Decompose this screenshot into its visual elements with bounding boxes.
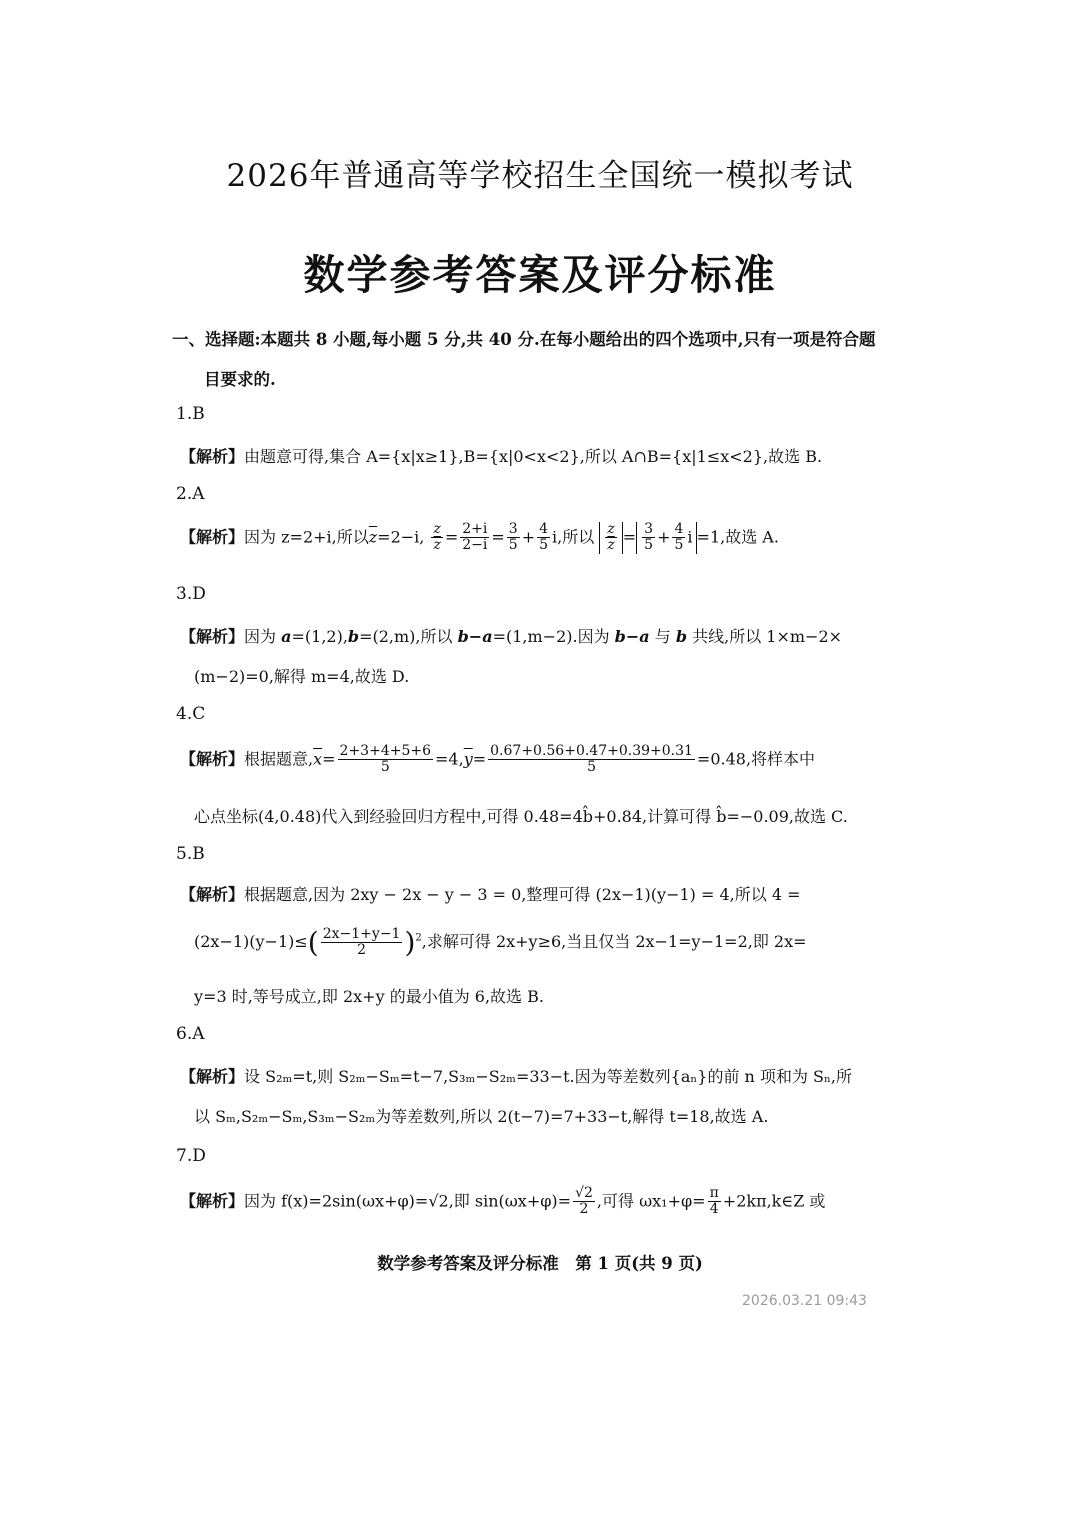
- explanation-3-text: =(1,m−2).因为: [492, 627, 615, 646]
- answer-1: 1.B: [176, 404, 205, 424]
- exam-title: 2026年普通高等学校招生全国统一模拟考试: [226, 158, 854, 194]
- explanation-1-text: 由题意可得,集合 A={x|x≥1},B={x|0<x<2},所以 A∩B={x|1≤x<2},故选 B.: [244, 447, 823, 466]
- explanation-5-line-3: y=3 时,等号成立,即 2x+y 的最小值为 6,故选 B.: [194, 987, 544, 1006]
- explanation-2-text: =1,故选 A.: [696, 527, 779, 547]
- right-paren: ): [404, 926, 416, 959]
- explanation-tag: 【解析】: [180, 1191, 245, 1211]
- vector-b-minus-a: b−a: [457, 627, 493, 646]
- explanation-7-text: 因为 f(x)=2sin(ωx+φ)=√2,即 sin(ωx+φ)=: [244, 1191, 572, 1211]
- explanation-3-line-2: (m−2)=0,解得 m=4,故选 D.: [194, 667, 410, 686]
- numerator: 4: [674, 521, 684, 537]
- y-mean: $\overline{y}$: [463, 749, 473, 769]
- answer-4: 4.C: [176, 704, 206, 724]
- numerator: π: [709, 1185, 719, 1201]
- denominator: 5: [644, 537, 654, 554]
- explanation-3-text: =(2,m),所以: [359, 627, 458, 646]
- explanation-2-text: i,所以: [552, 527, 595, 547]
- denominator: 2: [579, 1201, 589, 1218]
- numerator: 0.67+0.56+0.47+0.39+0.31: [490, 743, 693, 759]
- answer-2: 2.A: [176, 484, 205, 504]
- explanation-5-text: (2x−1)(y−1)≤: [194, 932, 308, 951]
- explanation-6-line-1: [180, 1064, 852, 1087]
- numerator: z: [607, 521, 615, 537]
- explanation-tag: 【解析】: [180, 885, 245, 904]
- numerator: √2: [575, 1185, 593, 1201]
- explanation-3-text: 共线,所以 1×m−2×: [687, 627, 843, 646]
- numerator: 2+i: [462, 521, 488, 537]
- explanation-4-text: =0.48,将样本中: [696, 749, 816, 769]
- equals: =: [472, 749, 487, 769]
- denominator: 2: [357, 942, 367, 958]
- explanation-2: [180, 522, 779, 554]
- equals: =: [444, 527, 459, 547]
- numerator: 3: [508, 521, 518, 537]
- vector-b-minus-a: b−a: [614, 627, 650, 646]
- denominator: 5: [587, 759, 596, 776]
- left-paren: (: [307, 926, 319, 959]
- section-heading-line-2: 目要求的.: [204, 370, 276, 389]
- explanation-7-line-1: [180, 1186, 825, 1218]
- vector-b: b: [347, 627, 360, 646]
- timestamp-watermark: 2026.03.21 09:43: [742, 1293, 867, 1309]
- explanation-tag: 【解析】: [180, 527, 245, 547]
- explanation-2-text: =2−i,: [377, 527, 425, 547]
- explanation-4-text: 根据题意,: [244, 749, 314, 769]
- explanation-3-text: 与: [649, 627, 676, 646]
- fraction: [605, 522, 616, 554]
- answer-3: 3.D: [176, 584, 206, 604]
- exponent: 2: [415, 932, 422, 944]
- fraction: [431, 522, 442, 554]
- explanation-2-text: 因为 z=2+i,所以: [244, 527, 369, 547]
- fraction: [321, 927, 403, 959]
- denominator: 5: [380, 759, 390, 776]
- explanation-4-line-2: 心点坐标(4,0.48)代入到经验回归方程中,可得 0.48=4b̂+0.84,计算可得 b̂=−0.09,故选 C.: [194, 807, 848, 826]
- answer-7: 7.D: [176, 1146, 206, 1166]
- fraction: [507, 522, 520, 554]
- fraction: [537, 522, 550, 554]
- plus: +: [521, 527, 536, 547]
- explanation-7-text: ,可得 ωx₁+φ=: [596, 1191, 706, 1211]
- fraction: [708, 1186, 721, 1218]
- numerator: 3: [644, 521, 654, 537]
- denominator: 4: [709, 1201, 719, 1218]
- equals: =: [322, 749, 336, 769]
- explanation-4-text: =4,: [435, 749, 464, 769]
- explanation-tag: 【解析】: [180, 627, 245, 646]
- numerator: z: [433, 521, 441, 537]
- explanation-5-line-2: [194, 926, 807, 959]
- numerator: 2+3+4+5+6: [339, 743, 432, 759]
- denominator: 2−i: [462, 537, 488, 554]
- plus: +: [657, 527, 671, 547]
- explanation-3-text: =(1,2),: [291, 627, 348, 646]
- fraction: [642, 522, 655, 554]
- section-heading-line-1: 一、选择题:本题共 8 小题,每小题 5 分,共 40 分.在每小题给出的四个选项中,只有一项是符合题: [172, 330, 876, 349]
- absolute-value: [636, 522, 696, 554]
- denominator: 5: [539, 537, 549, 554]
- explanation-3-text: 因为: [244, 627, 282, 646]
- fraction: [573, 1186, 595, 1218]
- vector-b: b: [675, 627, 688, 646]
- absolute-value: [599, 522, 622, 554]
- x-mean: $\overline{x}$: [313, 749, 323, 769]
- z-conjugate: $\overline{z}$: [368, 527, 378, 547]
- fraction: [488, 744, 695, 776]
- numerator: 2x−1+y−1: [322, 925, 401, 942]
- fraction: [672, 522, 685, 554]
- denominator: z: [433, 537, 441, 554]
- document-title: 数学参考答案及评分标准: [303, 251, 777, 299]
- fraction: [338, 744, 433, 776]
- explanation-tag: 【解析】: [180, 749, 245, 769]
- vector-a: a: [281, 627, 292, 646]
- imaginary-unit: i: [687, 527, 693, 547]
- explanation-5-text: ,求解可得 2x+y≥6,当且仅当 2x−1=y−1=2,即 2x=: [421, 932, 807, 951]
- equals: =: [491, 527, 505, 547]
- denominator: z: [607, 537, 615, 554]
- explanation-4-line-1: [180, 744, 815, 776]
- explanation-tag: 【解析】: [180, 447, 245, 466]
- explanation-tag: 【解析】: [180, 1067, 245, 1086]
- explanation-7-text: +2kπ,k∈Z 或: [722, 1191, 826, 1211]
- answer-6: 6.A: [176, 1024, 205, 1044]
- explanation-5-text: 根据题意,因为 2xy − 2x − y − 3 = 0,整理可得 (2x−1)(y−1) = 4,所以 4 =: [244, 885, 801, 904]
- explanation-1: [180, 444, 822, 467]
- equals: =: [622, 527, 637, 547]
- explanation-5-line-1: [180, 882, 801, 905]
- explanation-3-line-1: [180, 624, 842, 647]
- fraction: [460, 522, 489, 554]
- denominator: 5: [674, 537, 684, 554]
- numerator: 4: [539, 521, 549, 537]
- explanation-6-line-2: 以 Sₘ,S₂ₘ−Sₘ,S₃ₘ−S₂ₘ为等差数列,所以 2(t−7)=7+33−t,解得 t=18,故选 A.: [194, 1107, 769, 1126]
- section-heading: [172, 320, 912, 400]
- page-footer: 数学参考答案及评分标准 第 1 页(共 9 页): [377, 1254, 703, 1273]
- answer-5: 5.B: [176, 844, 205, 864]
- denominator: 5: [508, 537, 518, 554]
- explanation-6-text: 设 S₂ₘ=t,则 S₂ₘ−Sₘ=t−7,S₃ₘ−S₂ₘ=33−t.因为等差数列{aₙ}的前 n 项和为 Sₙ,所: [244, 1067, 852, 1086]
